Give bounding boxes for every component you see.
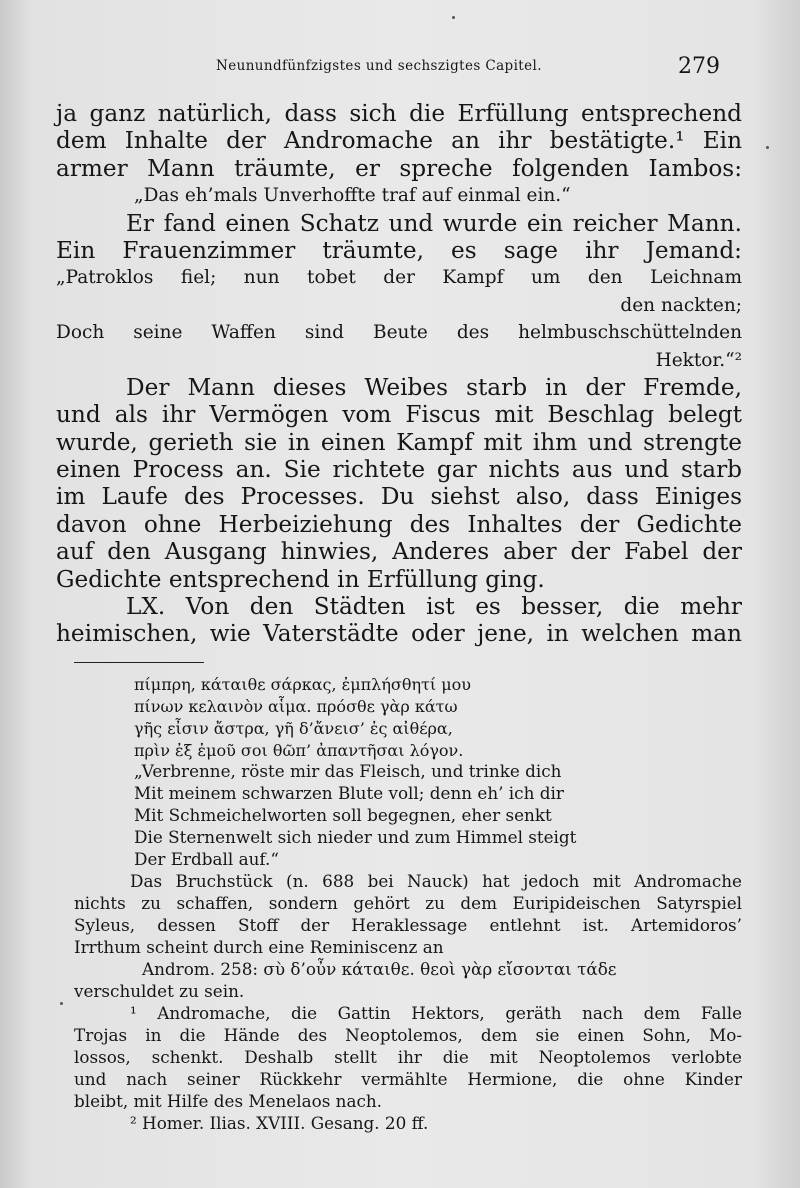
- note-line: Syleus, dessen Stoff der Heraklessage entlehnt ist. Artemidoros’: [74, 915, 742, 935]
- greek-line: πρὶν ἐξ ἐμοῦ σοι θῶπ’ ἀπαντῆσαι λόγον.: [134, 741, 464, 760]
- translation-line: Mit meinem schwarzen Blute voll; denn eh’ ich dir: [134, 783, 564, 803]
- footnote-line: und nach seiner Rückkehr vermählte Hermione, die ohne Kinder: [74, 1069, 742, 1089]
- text-line: heimischen, wie Vaterstädte oder jene, in welchen man: [56, 620, 742, 648]
- ink-speck: [766, 146, 769, 149]
- text-line: Ein Frauenzimmer träumte, es sage ihr Jemand:: [56, 236, 742, 264]
- text-line: einen Process an. Sie richtete gar nichts aus und starb: [56, 456, 742, 484]
- text-line: und als ihr Vermögen vom Fiscus mit Beschlag belegt: [56, 401, 742, 429]
- footnote-2: ² Homer. Ilias. XVIII. Gesang. 20 ff.: [130, 1113, 429, 1133]
- text-line: dem Inhalte der Andromache an ihr bestätigte.¹ Ein: [56, 127, 742, 155]
- note-line: Das Bruchstück (n. 688 bei Nauck) hat jedoch mit Andromache: [130, 871, 742, 891]
- translation-line: „Verbrenne, röste mir das Fleisch, und trinke dich: [134, 761, 562, 781]
- text-line: Gedichte entsprechend in Erfüllung ging.: [56, 565, 545, 593]
- text-line: wurde, gerieth sie in einen Kampf mit ihm und strengte: [56, 428, 742, 456]
- text-line: armer Mann träumte, er spreche folgenden Iambos:: [56, 154, 742, 182]
- greek-line: γῆς εἶσιν ἄστρα, γῆ δ’ἄνεισ’ ἐς αἰθέρα,: [134, 719, 453, 738]
- text-line: Der Mann dieses Weibes starb in der Fremde,: [126, 373, 742, 401]
- greek-line: πίνων κελαινὸν αἷμα. πρόσθε γὰρ κάτω: [134, 697, 458, 716]
- translation-line: Die Sternenwelt sich nieder und zum Himmel steigt: [134, 827, 577, 847]
- verse-quote-line: „Das eh’mals Unverhoffte traf auf einmal ein.“: [134, 185, 571, 207]
- footnote-line: lossos, schenkt. Deshalb stellt ihr die mit Neoptolemos verlobte: [74, 1047, 742, 1067]
- greek-citation-line: Androm. 258: σὺ δ’οὖν κάταιθε. θεοὶ γὰρ εἴσονται τάδε: [142, 959, 617, 979]
- verse-quote-line: den nackten;: [620, 294, 742, 316]
- running-header: Neunundfünfzigstes und sechszigtes Capitel.: [216, 58, 542, 74]
- footnote-rule: [74, 662, 204, 663]
- note-line: verschuldet zu sein.: [74, 981, 245, 1001]
- translation-line: Mit Schmeichelworten soll begegnen, eher senkt: [134, 805, 552, 825]
- text-line: im Laufe des Processes. Du siehst also, dass Einiges: [56, 483, 742, 511]
- verse-quote-line: Doch seine Waffen sind Beute des helmbuschschüttelnden: [56, 322, 742, 344]
- verse-quote-line: „Patroklos fiel; nun tobet der Kampf um den Leichnam: [56, 267, 742, 289]
- footnotes: [74, 870, 742, 1134]
- note-line: nichts zu schaffen, sondern gehört zu dem Euripideischen Satyrspiel: [74, 893, 742, 913]
- text-line: davon ohne Herbeiziehung des Inhaltes der Gedichte: [56, 510, 742, 538]
- text-line: ja ganz natürlich, dass sich die Erfüllung entsprechend: [56, 100, 742, 127]
- section-start-line: LX. Von den Städten ist es besser, die mehr: [126, 593, 742, 621]
- greek-quotation: [134, 674, 654, 762]
- ink-speck: [60, 1002, 63, 1005]
- text-line: auf den Ausgang hinwies, Anderes aber der Fabel der: [56, 538, 742, 566]
- note-line: Irrthum scheint durch eine Reminiscenz an: [74, 937, 444, 957]
- greek-line: πίμπρη, κάταιθε σάρκας, ἐμπλήσθητί μου: [134, 675, 472, 694]
- text-line: Er fand einen Schatz und wurde ein reicher Mann.: [126, 209, 742, 237]
- ink-speck: [452, 16, 455, 19]
- footnote-1: ¹ Andromache, die Gattin Hektors, geräth nach dem Falle: [130, 1003, 742, 1023]
- main-text-block: [56, 100, 742, 648]
- page-number: 279: [678, 54, 720, 79]
- german-translation: [134, 760, 694, 870]
- footnote-line: Trojas in die Hände des Neoptolemos, dem sie einen Sohn, Mo-: [74, 1025, 742, 1045]
- verse-quote-line: Hektor.“²: [655, 349, 742, 371]
- translation-line: Der Erdball auf.“: [134, 849, 279, 869]
- footnote-line: bleibt, mit Hilfe des Menelaos nach.: [74, 1091, 383, 1111]
